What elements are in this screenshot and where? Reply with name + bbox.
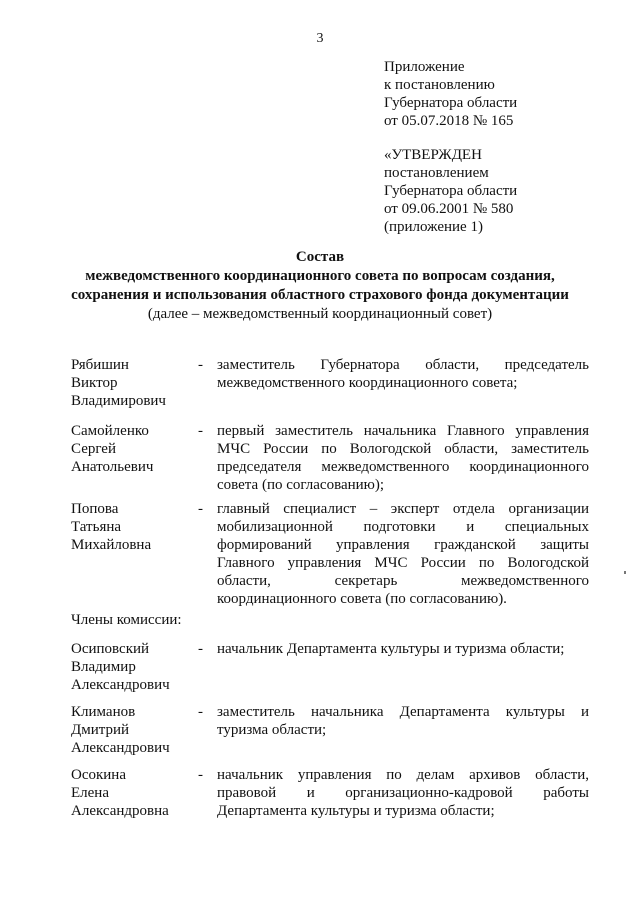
approved-line: «УТВЕРЖДЕН — [384, 147, 482, 163]
members-label: Члены комиссии: — [71, 612, 182, 628]
member-description — [217, 422, 589, 494]
member-dash: - — [198, 767, 203, 783]
appendix-line: Губернатора области — [384, 95, 518, 111]
member-surname: Осокина — [71, 767, 126, 783]
member-first-name: Сергей — [71, 441, 116, 457]
page-number: 3 — [316, 31, 324, 46]
description-line: Главного управления МЧС России по Вологодской — [217, 555, 589, 571]
appendix-line: от 05.07.2018 № 165 — [384, 113, 514, 129]
approved-line: постановлением — [384, 165, 489, 181]
member-description — [217, 640, 589, 658]
description-line: главный специалист – эксперт отдела организации — [217, 501, 589, 517]
member-first-name: Елена — [71, 785, 109, 801]
approved-line: (приложение 1) — [384, 219, 483, 235]
description-line: межведомственного координационного совета; — [217, 375, 518, 391]
member-patronymic: Михайловна — [71, 537, 152, 553]
description-line: заместитель Губернатора области, председатель — [217, 357, 589, 373]
member-first-name: Владимир — [71, 659, 136, 675]
description-line: заместитель начальника Департамента культуры и — [217, 704, 589, 720]
description-line: совета (по согласованию); — [217, 477, 385, 493]
description-line: мобилизационной подготовки и специальных — [217, 519, 589, 535]
member-patronymic: Александрович — [71, 740, 170, 756]
appendix-block — [384, 58, 517, 130]
member-surname: Климанов — [71, 704, 136, 720]
member-name — [71, 356, 191, 410]
description-line: туризма области; — [217, 722, 327, 738]
description-line: Департамента культуры и туризма области; — [217, 803, 495, 819]
title-subtitle-line: сохранения и использования областного страхового фонда документации — [71, 287, 569, 303]
member-dash: - — [198, 641, 203, 657]
description-line: начальник Департамента культуры и туризма области; — [217, 641, 565, 657]
approved-line: Губернатора области — [384, 183, 518, 199]
member-dash: - — [198, 423, 203, 439]
title-heading: Состав — [295, 249, 345, 265]
description-line: области, секретарь межведомственного — [217, 573, 589, 589]
approved-block — [384, 146, 517, 236]
description-line: председателя межведомственного координационного — [217, 459, 589, 475]
description-line: первый заместитель начальника Главного управления — [217, 423, 589, 439]
description-line: начальник управления по делам архивов области, — [217, 767, 589, 783]
approved-line: от 09.06.2001 № 580 — [384, 201, 514, 217]
member-dash: - — [198, 357, 203, 373]
member-dash: - — [198, 501, 203, 517]
member-patronymic: Владимирович — [71, 393, 166, 409]
member-dash: - — [198, 704, 203, 720]
member-description — [217, 766, 589, 820]
description-line: координационного совета (по согласованию). — [217, 591, 507, 607]
member-surname: Осиповский — [71, 641, 150, 657]
description-line: МЧС России по Вологодской области, заместитель — [217, 441, 589, 457]
description-line: правовой и организационно-кадровой работы — [217, 785, 589, 801]
member-name — [71, 640, 191, 694]
member-first-name: Виктор — [71, 375, 118, 391]
document-title — [0, 248, 640, 324]
member-patronymic: Александровна — [71, 803, 169, 819]
member-name — [71, 422, 191, 476]
description-line: формирований управления гражданской защиты — [217, 537, 589, 553]
margin-mark — [624, 571, 626, 574]
member-description — [217, 703, 589, 739]
appendix-line: к постановлению — [384, 77, 495, 93]
appendix-line: Приложение — [384, 59, 465, 75]
member-surname: Рябишин — [71, 357, 129, 373]
title-note: (далее – межведомственный координационный совет) — [147, 306, 493, 322]
member-first-name: Татьяна — [71, 519, 122, 535]
member-name — [71, 703, 191, 757]
member-description — [217, 356, 589, 392]
member-name — [71, 766, 191, 820]
member-first-name: Дмитрий — [71, 722, 130, 738]
title-subtitle-line: межведомственного координационного совета по вопросам создания, — [85, 268, 555, 284]
member-patronymic: Александрович — [71, 677, 170, 693]
member-surname: Самойленко — [71, 423, 149, 439]
member-surname: Попова — [71, 501, 119, 517]
member-description — [217, 500, 589, 608]
member-patronymic: Анатольевич — [71, 459, 154, 475]
member-name — [71, 500, 191, 554]
